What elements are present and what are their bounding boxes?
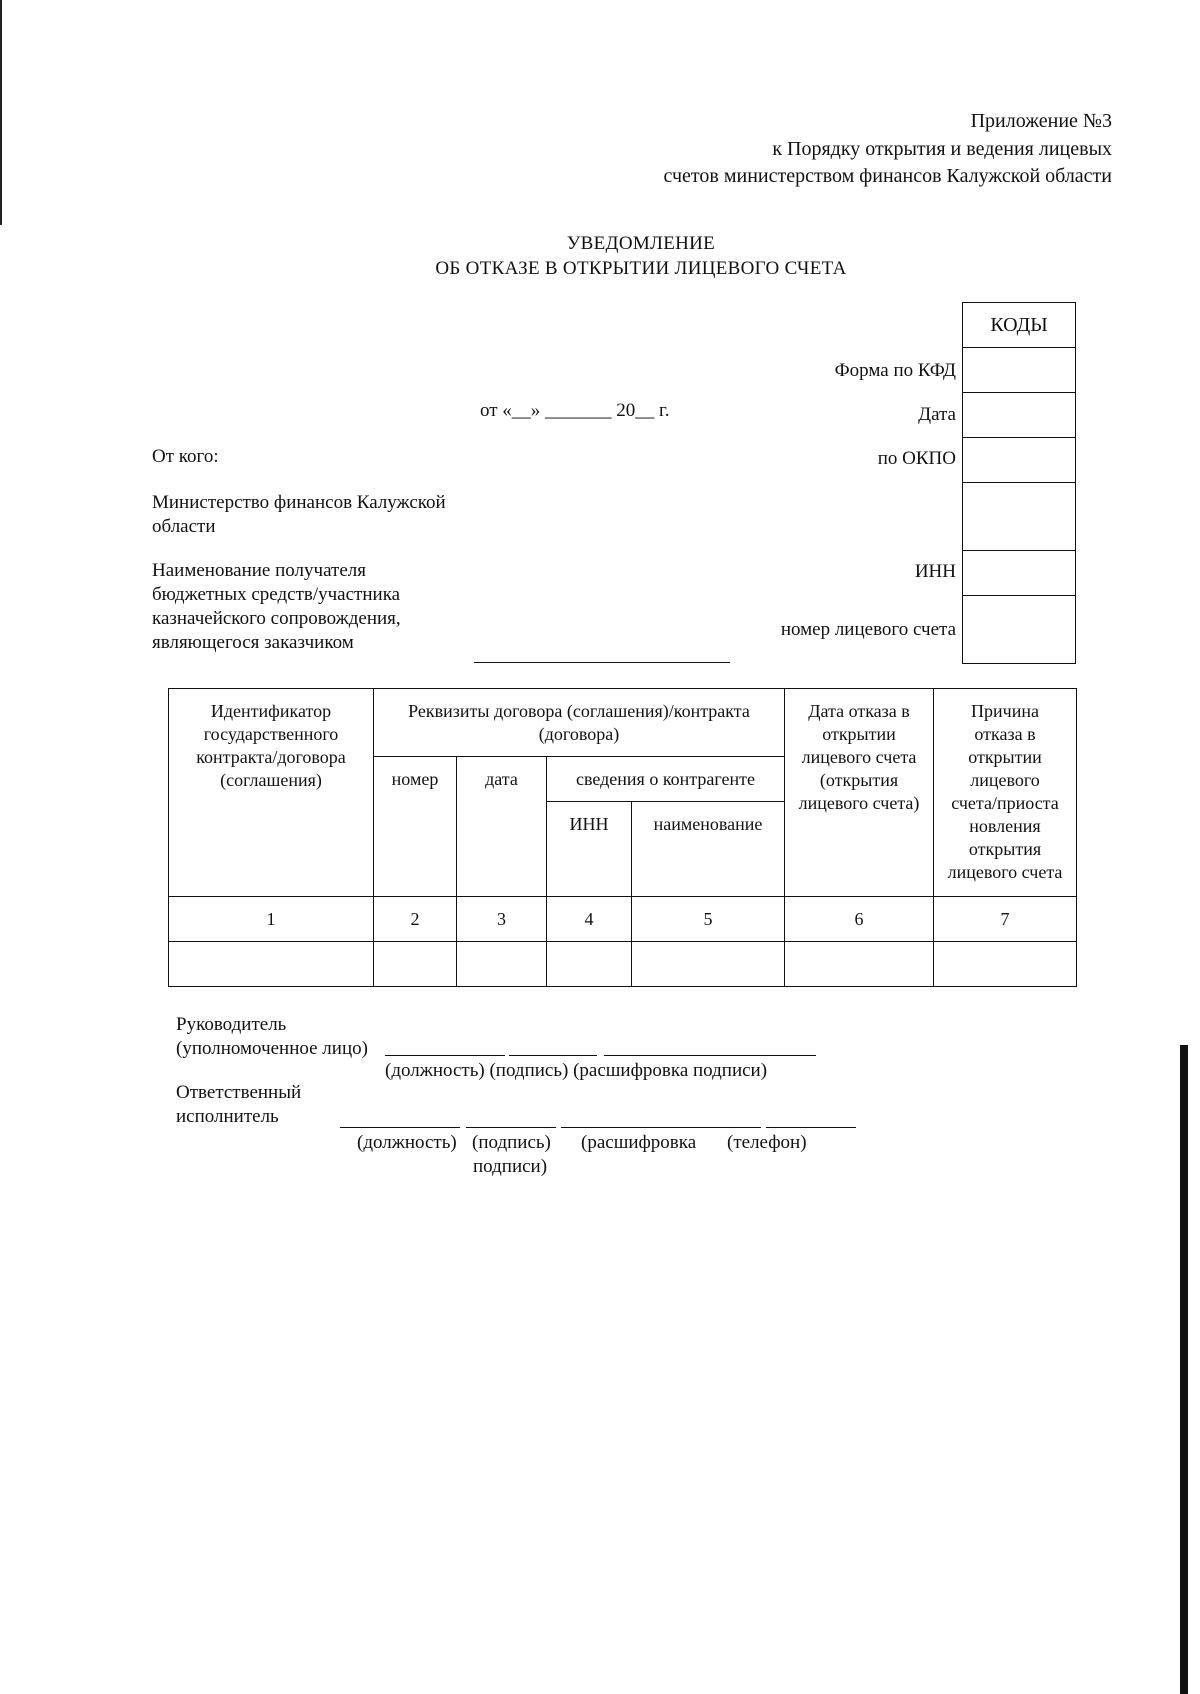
head-label: Руководитель: [176, 1014, 287, 1035]
executor-caption-signature-2: подписи): [473, 1156, 548, 1177]
document-title: УВЕДОМЛЕНИЕ: [566, 233, 716, 254]
executor-signature-field[interactable]: [466, 1127, 556, 1128]
executor-caption-phone: (телефон): [727, 1132, 807, 1153]
code-label-form: Форма по КФД: [834, 360, 956, 381]
code-label-date: Дата: [918, 404, 956, 425]
recipient-label-4: являющегося заказчиком: [152, 632, 354, 653]
scan-edge-left: [0, 0, 2, 225]
executor-caption-signature: (подпись): [472, 1132, 551, 1153]
ministry-name-2: области: [152, 516, 216, 537]
table-cell[interactable]: [934, 942, 1077, 987]
codes-header: КОДЫ: [963, 303, 1075, 348]
head-position-field[interactable]: [385, 1055, 505, 1056]
code-okpo-cell[interactable]: [963, 438, 1075, 483]
code-blank-cell[interactable]: [963, 483, 1075, 551]
executor-label-2: исполнитель: [176, 1106, 279, 1127]
table-cell[interactable]: [169, 942, 374, 987]
column-number: 3: [457, 897, 547, 942]
head-signature-field[interactable]: [509, 1055, 597, 1056]
table-cell[interactable]: [632, 942, 785, 987]
header-counterparty: сведения о контрагенте: [547, 757, 785, 802]
column-number: 5: [632, 897, 785, 942]
ministry-name-1: Министерство финансов Калужской: [152, 492, 446, 513]
code-label-account: номер лицевого счета: [780, 619, 956, 640]
table-cell[interactable]: [374, 942, 457, 987]
code-form-cell[interactable]: [963, 348, 1075, 393]
column-number: 6: [785, 897, 934, 942]
header-identifier: Идентификатор государственного контракта/договора (соглашения): [169, 689, 374, 897]
column-number: 4: [547, 897, 632, 942]
recipient-label-1: Наименование получателя: [152, 560, 366, 581]
header-reason: Причина отказа в открытии лицевого счета/приоста новления открытия лицевого счета: [934, 689, 1077, 897]
appendix-subtitle-1: к Порядку открытия и ведения лицевых: [772, 138, 1112, 160]
code-account-cell[interactable]: [963, 596, 1075, 663]
table-row: [169, 942, 1077, 987]
executor-caption-position: (должность): [357, 1132, 457, 1153]
recipient-name-field[interactable]: [474, 662, 730, 663]
scan-edge-right: [1180, 1045, 1188, 1694]
column-number: 7: [934, 897, 1077, 942]
executor-caption-decoding: (расшифровка: [581, 1132, 697, 1153]
head-captions: (должность) (подпись) (расшифровка подписи): [385, 1060, 768, 1081]
header-inn: ИНН: [547, 802, 632, 897]
column-number: 1: [169, 897, 374, 942]
executor-label: Ответственный: [176, 1082, 302, 1103]
header-refusal-date: Дата отказа в открытии лицевого счета (открытия лицевого счета): [785, 689, 934, 897]
table-cell[interactable]: [457, 942, 547, 987]
column-numbers-row: [169, 897, 1077, 942]
code-inn-cell[interactable]: [963, 551, 1075, 596]
header-date: дата: [457, 757, 547, 897]
executor-phone-field[interactable]: [766, 1127, 856, 1128]
recipient-label-2: бюджетных средств/участника: [152, 584, 401, 605]
head-decoding-field[interactable]: [604, 1055, 816, 1056]
date-field[interactable]: от «__» _______ 20__ г.: [480, 400, 670, 421]
refusal-table: [168, 688, 1077, 987]
code-date-cell[interactable]: [963, 393, 1075, 438]
from-label: От кого:: [152, 446, 219, 467]
column-number: 2: [374, 897, 457, 942]
appendix-subtitle-2: счетов министерством финансов Калужской области: [663, 165, 1112, 187]
executor-decoding-field[interactable]: [561, 1127, 761, 1128]
table-cell[interactable]: [785, 942, 934, 987]
code-label-okpo: по ОКПО: [877, 448, 956, 469]
document-subtitle: ОБ ОТКАЗЕ В ОТКРЫТИИ ЛИЦЕВОГО СЧЕТА: [435, 258, 847, 279]
codes-table: [962, 302, 1076, 664]
header-number: номер: [374, 757, 457, 897]
appendix-title: Приложение №3: [970, 110, 1112, 132]
table-cell[interactable]: [547, 942, 632, 987]
head-label-authorized: (уполномоченное лицо): [176, 1038, 368, 1059]
header-requisites: Реквизиты договора (соглашения)/контракта (договора): [374, 689, 785, 757]
executor-position-field[interactable]: [340, 1127, 460, 1128]
header-name: наименование: [632, 802, 785, 897]
code-label-inn: ИНН: [914, 561, 956, 582]
recipient-label-3: казначейского сопровождения,: [152, 608, 401, 629]
